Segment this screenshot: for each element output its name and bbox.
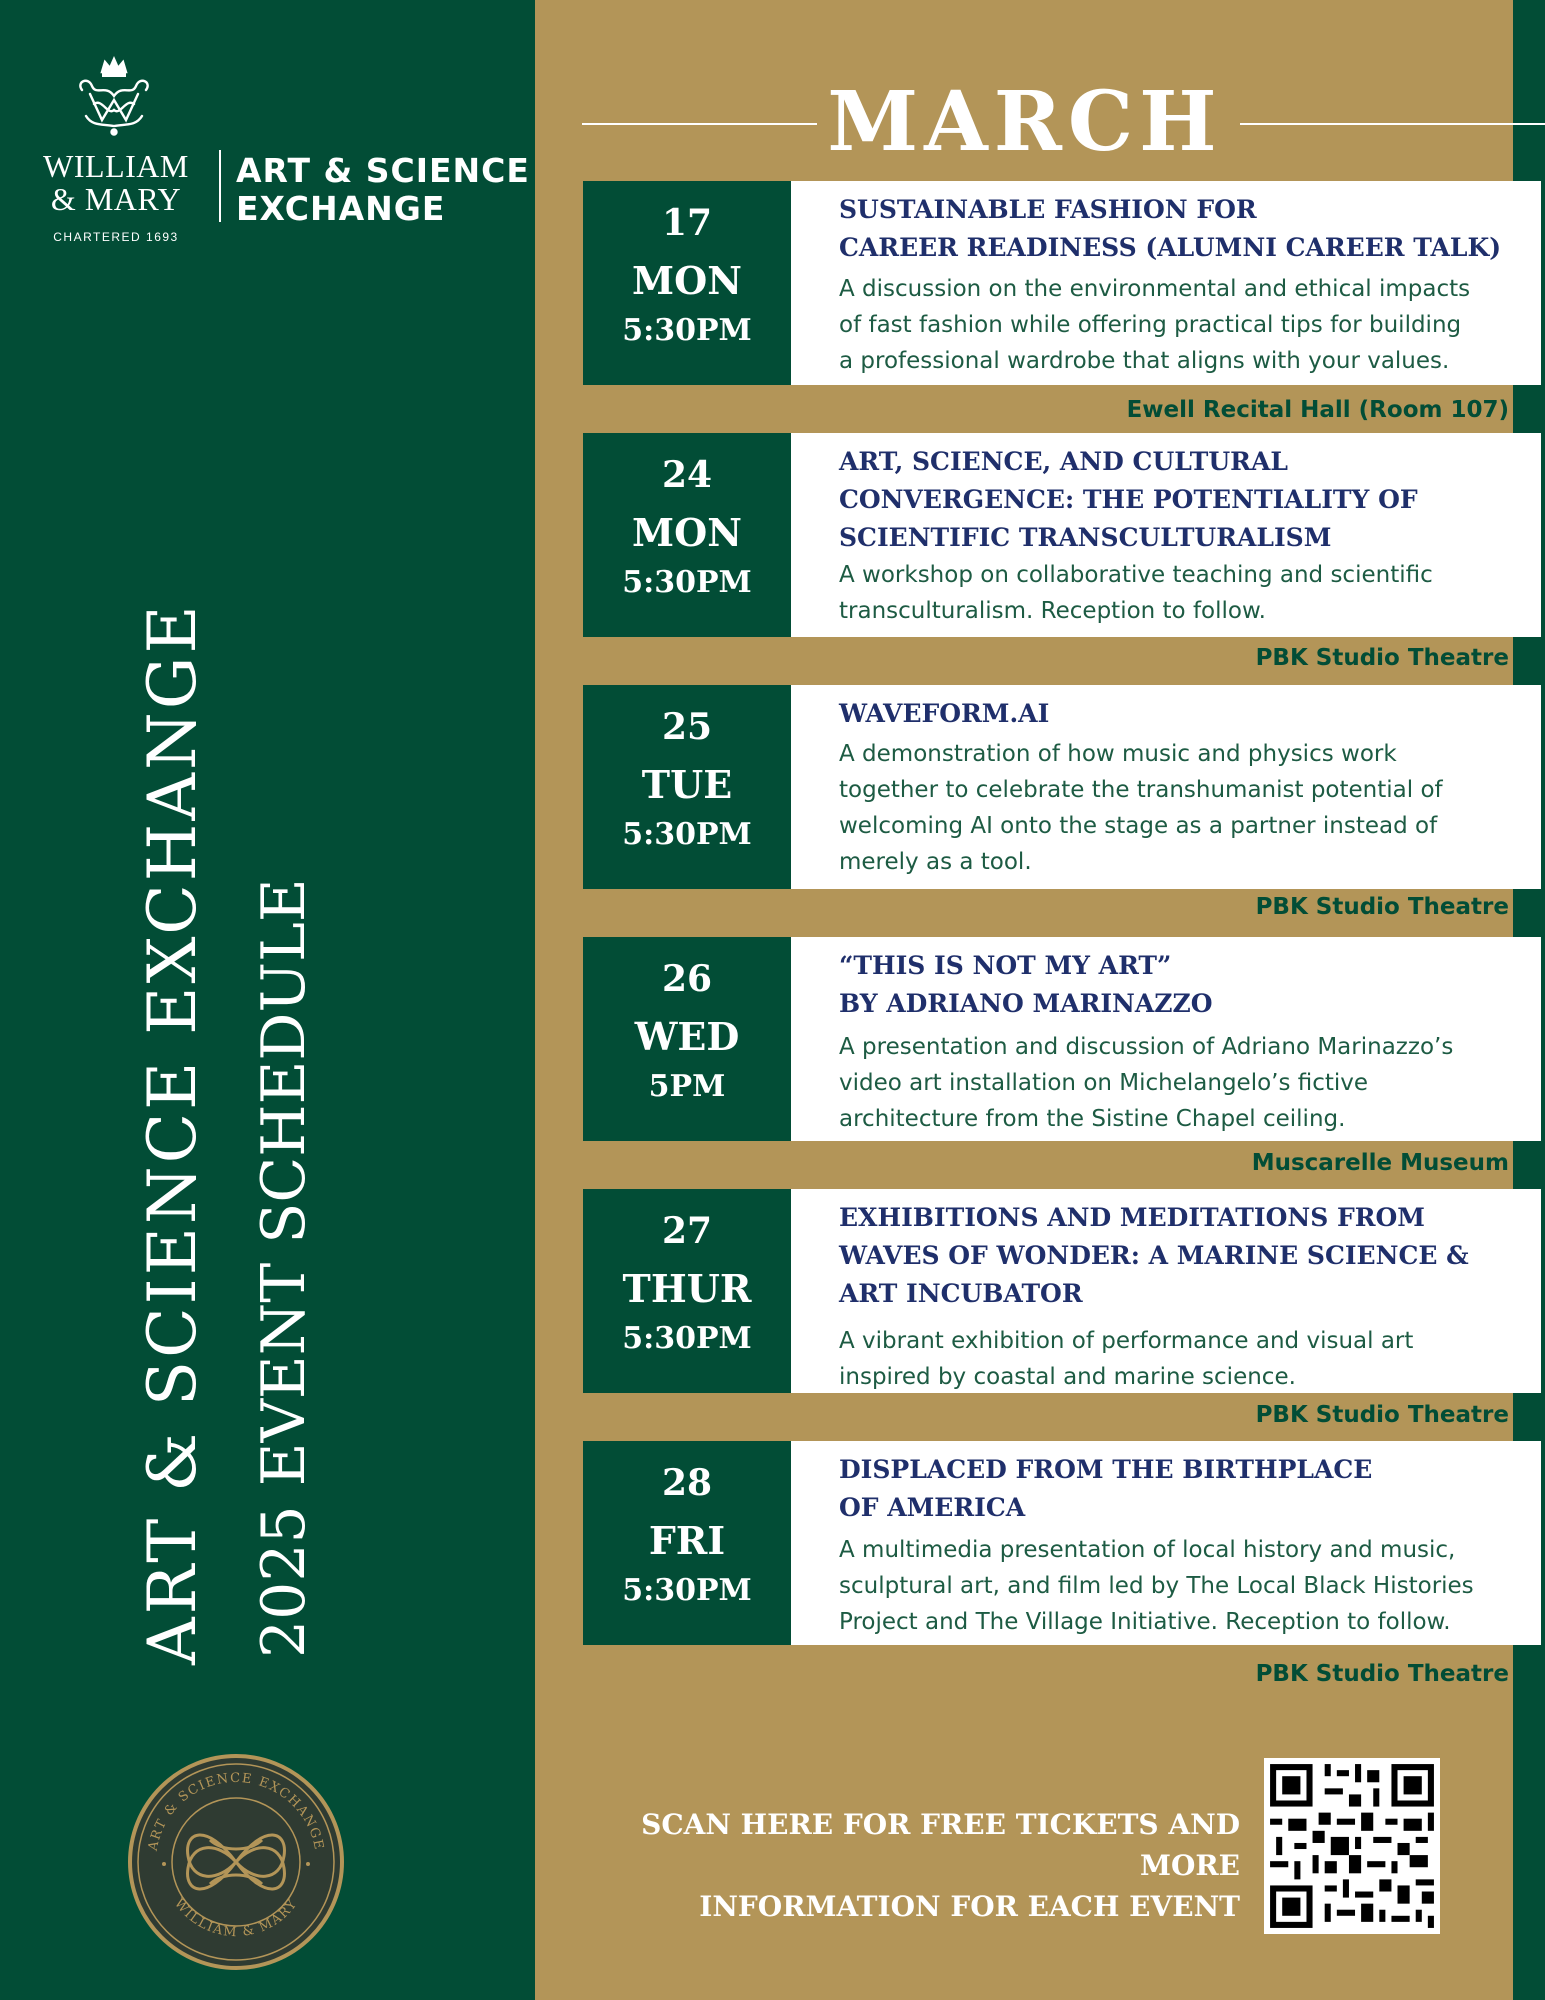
event-row (583, 433, 1541, 637)
month-rule-right (1240, 123, 1545, 125)
event-title: EXHIBITIONS AND MEDITATIONS FROM WAVES OF WONDER: A MARINE SCIENCE & ART INCUBATOR (839, 1203, 1469, 1308)
event-weekday: FRI (648, 1518, 726, 1563)
scan-instructions: SCAN HERE FOR FREE TICKETS AND MORE INFORMATION FOR EACH EVENT (641, 1808, 1240, 1923)
event-info-box (791, 1441, 1541, 1645)
event-date-box (583, 1189, 791, 1393)
event-description: A multimedia presentation of local history and music, sculptural art, and film led by The Local Black Histories Project and The Village Initiative. Reception to follow. (839, 1537, 1474, 1635)
event-venue: PBK Studio Theatre (1255, 1661, 1509, 1687)
event-date-box (583, 937, 791, 1141)
event-time: 5:30PM (622, 1321, 752, 1356)
event-info-box (791, 685, 1541, 889)
event-description: A discussion on the environmental and ethical impacts of fast fashion while offering practical tips for building a professional wardrobe that aligns with your values. (839, 276, 1471, 374)
event-time: 5:30PM (622, 1573, 752, 1608)
university-wordmark-line1: WILLIAM (43, 148, 189, 184)
vertical-title-program: ART & SCIENCE EXCHANGE (134, 602, 211, 1665)
event-row (583, 937, 1541, 1141)
logo-divider (219, 150, 221, 222)
event-info-box (791, 937, 1541, 1141)
qr-code-icon[interactable] (1264, 1758, 1440, 1934)
event-day: 27 (661, 1210, 713, 1252)
event-time: 5:30PM (622, 313, 752, 348)
month-title: MARCH (827, 74, 1223, 170)
event-description: A vibrant exhibition of performance and visual art inspired by coastal and marine science. (839, 1328, 1414, 1390)
event-day: 28 (661, 1462, 713, 1504)
event-row (583, 685, 1541, 889)
royal-crest-icon (72, 54, 156, 138)
event-title: SUSTAINABLE FASHION FOR CAREER READINESS (ALUMNI CAREER TALK) (839, 195, 1502, 262)
event-description: A demonstration of how music and physics work together to celebrate the transhumanist potential of welcoming AI onto the stage as a partner instead of merely as a tool. (839, 741, 1443, 875)
event-description: A presentation and discussion of Adriano Marinazzo’s video art installation on Michelangelo’s fictive architecture from the Sistine Chapel ceiling. (839, 1034, 1454, 1132)
event-date-box (583, 181, 791, 385)
event-title: DISPLACED FROM THE BIRTHPLACE OF AMERICA (839, 1455, 1373, 1522)
art-science-exchange-seal-icon (126, 1752, 346, 1972)
vertical-title-schedule: 2025 EVENT SCHEDULE (249, 878, 319, 1658)
event-description: A workshop on collaborative teaching and scientific transculturalism. Reception to follow. (839, 562, 1433, 624)
event-date-box (583, 685, 791, 889)
event-venue: PBK Studio Theatre (1255, 1402, 1509, 1428)
program-wordmark-line1: ART & SCIENCE (236, 151, 530, 190)
event-info-box (791, 1189, 1541, 1393)
event-info-box (791, 433, 1541, 637)
event-date-box (583, 433, 791, 637)
event-weekday: THUR (622, 1266, 752, 1311)
event-time: 5:30PM (622, 817, 752, 852)
seal-text-top: ART & SCIENCE EXCHANGE (145, 1770, 327, 1853)
event-day: 25 (661, 706, 713, 748)
event-row (583, 1189, 1541, 1393)
seal-text-bottom: WILLIAM & MARY (171, 1896, 301, 1941)
university-wordmark-line2: & MARY (50, 181, 182, 217)
event-venue: Muscarelle Museum (1251, 1150, 1509, 1176)
event-day: 17 (661, 202, 713, 244)
event-time: 5:30PM (622, 565, 752, 600)
program-wordmark-line2: EXCHANGE (236, 189, 446, 228)
event-row (583, 181, 1541, 385)
event-day: 24 (661, 454, 713, 496)
event-weekday: WED (634, 1014, 740, 1059)
event-row (583, 1441, 1541, 1645)
event-time: 5PM (648, 1069, 726, 1104)
event-date-box (583, 1441, 791, 1645)
event-venue: PBK Studio Theatre (1255, 645, 1509, 671)
event-day: 26 (661, 958, 713, 1000)
chartered-date: CHARTERED 1693 (53, 230, 179, 244)
event-venue: PBK Studio Theatre (1255, 894, 1509, 920)
event-venue: Ewell Recital Hall (Room 107) (1126, 397, 1509, 423)
event-title: WAVEFORM.AI (839, 699, 1050, 728)
event-weekday: TUE (641, 762, 733, 807)
university-wordmark (30, 150, 202, 216)
event-weekday: MON (632, 510, 742, 555)
event-title: ART, SCIENCE, AND CULTURAL CONVERGENCE: THE POTENTIALITY OF SCIENTIFIC TRANSCULTURALISM (839, 447, 1418, 552)
event-info-box (791, 181, 1541, 385)
month-rule-left (582, 123, 817, 125)
program-wordmark (236, 152, 530, 228)
event-weekday: MON (632, 258, 742, 303)
event-title: “THIS IS NOT MY ART” BY ADRIANO MARINAZZO (839, 951, 1213, 1018)
